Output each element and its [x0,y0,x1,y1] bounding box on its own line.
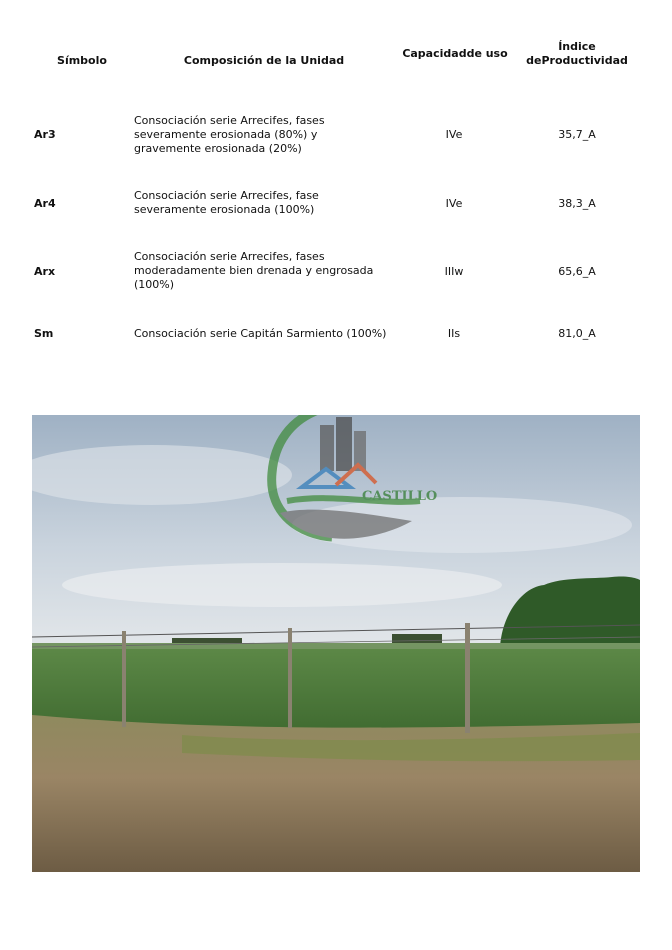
composition-line: severamente erosionada (100%) [134,203,315,216]
logo-building [320,425,334,471]
row-composition [134,114,389,156]
fence-post [288,628,292,728]
composition-line: moderadamente bien drenada y engrosada [134,264,374,277]
row-composition [134,327,389,341]
row-index: 35,7_A [558,128,596,141]
composition-line: Consociación serie Arrecifes, fase [134,189,319,202]
header-index-line1: Índice [558,40,596,53]
row-index: 38,3_A [558,197,596,210]
composition-line: Consociación serie Arrecifes, fases [134,250,325,263]
field-photo [32,415,640,872]
header-symbol: Símbolo [57,54,107,67]
composition-line: gravemente erosionada (20%) [134,142,302,155]
row-capacity: IVe [445,197,463,210]
fence-post [465,623,470,733]
header-composition: Composición de la Unidad [183,54,345,67]
composition-line: Consociación serie Capitán Sarmiento (100%) [134,327,387,340]
logo-building [336,417,352,471]
cloud [62,563,502,607]
composition-line: severamente erosionada (80%) y [134,128,318,141]
fence-post [122,631,126,727]
row-capacity: IVe [445,128,463,141]
row-capacity: IIIw [444,265,464,278]
row-symbol: Sm [34,327,54,340]
composition-line: Consociación serie Arrecifes, fases [134,114,325,127]
row-symbol: Ar3 [34,128,56,141]
row-index: 65,6_A [558,265,596,278]
logo-text: CASTILLO [362,489,438,504]
header-capacity: Capacidadde uso [402,47,508,60]
row-capacity: IIs [447,327,461,340]
row-symbol: Arx [34,265,56,278]
header-index-line2: deProductividad [526,54,628,67]
composition-line: (100%) [134,278,175,291]
row-composition [134,250,389,292]
row-symbol: Ar4 [34,197,56,210]
header-productivity-index [520,40,634,68]
row-index: 81,0_A [558,327,596,340]
row-composition [134,189,389,217]
